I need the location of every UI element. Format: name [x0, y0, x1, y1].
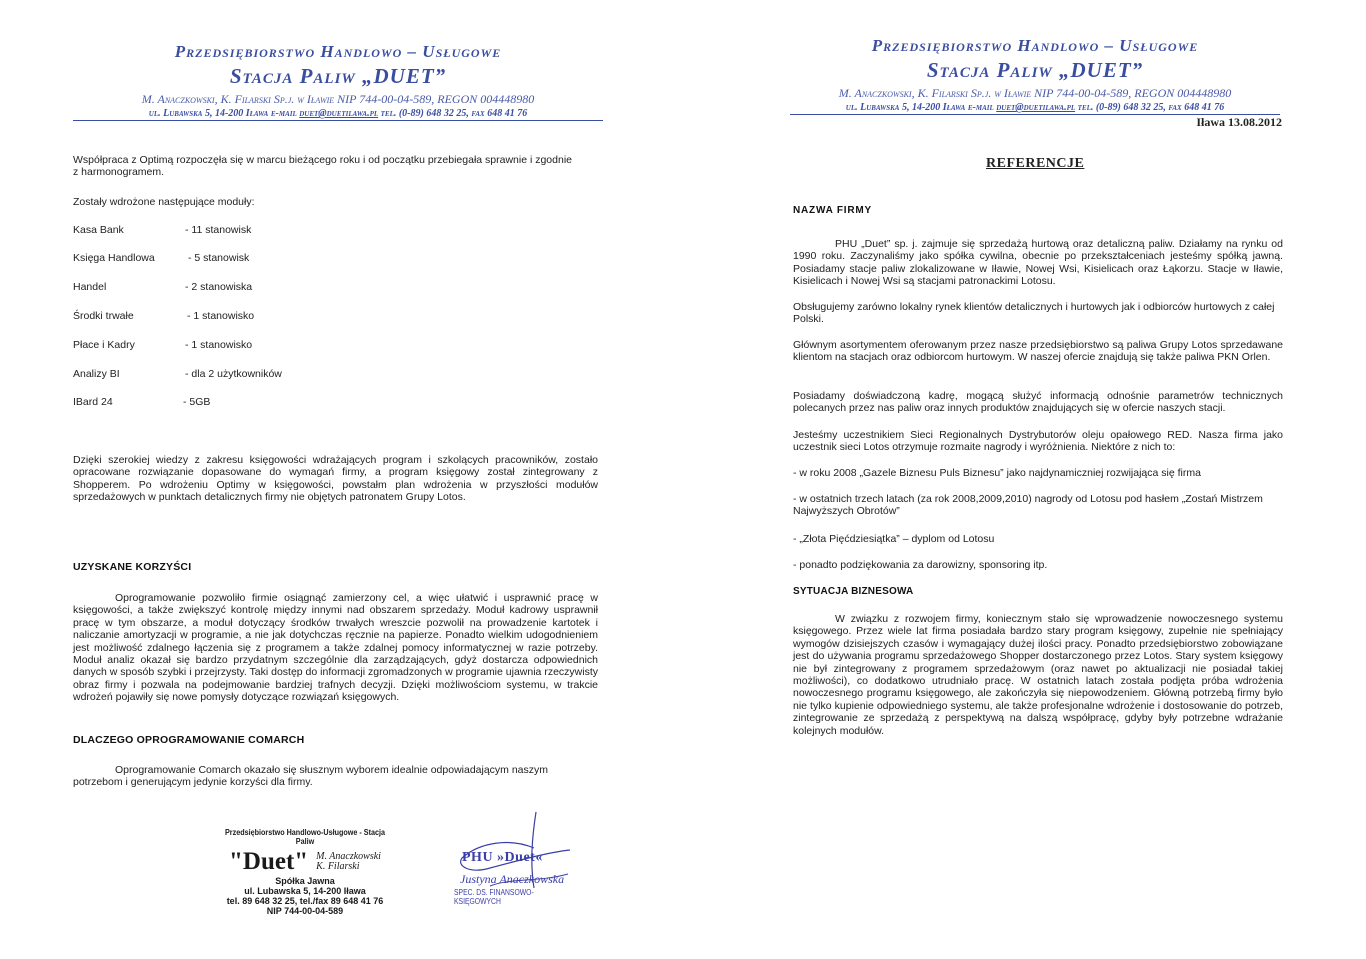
module-value: - 1 stanowisko [187, 310, 255, 322]
modules-intro: Zostały wdrożone następujące moduły: [73, 196, 255, 208]
stamp-owner-1: M. Anaczkowski [316, 851, 381, 862]
module-value: - 2 stanowiska [185, 281, 253, 293]
seal-person: Justyna Anaczkowska [460, 872, 565, 886]
module-row [73, 396, 210, 408]
module-value: - 1 stanowisko [185, 339, 253, 351]
stamp-phone: tel. 89 648 32 25, tel./fax 89 648 41 76 [226, 896, 384, 906]
award-item: - w ostatnich trzech latach (za rok 2008,2009,2010) nagrody od Lotosu pod hasłem „Zostań Mistrzem Najwyższych Obrotów” [793, 493, 1263, 518]
module-name: Kasa Bank [73, 224, 124, 236]
handwritten-signature [450, 808, 580, 898]
stamp-company-form: Spółka Jawna [275, 876, 335, 886]
letterhead-station-name: Stacja Paliw „DUET” [926, 58, 1144, 82]
page-title: REFERENCJE [986, 156, 1085, 171]
stamp-owner-2: K. Filarski [316, 861, 360, 872]
module-value: - 11 stanowisk [185, 224, 252, 236]
letterhead-address: ul. Lubawska 5, 14-200 Iława e-mail [845, 102, 994, 113]
module-value: - 5 stanowisk [188, 252, 250, 264]
company-paragraph: PHU „Duet” sp. j. zajmuje się sprzedażą hurtową oraz detaliczną paliw. Działamy na rynku od 1990 roku. Zaczynaliśmy jako spółka cywilna, obecnie po przekształceniach jesteśmy spółką jawną. Posiadamy stacje paliw zlokalizowane w Iławie, Nowej Wsi, Kisielicach oraz Łąkorzu. Stacje w Iławie, Kisielicach i Nowej Wsi są stacjami patronackimi Lotosu. [793, 238, 1283, 288]
why-comarch-heading: DLACZEGO OPROGRAMOWANIE COMARCH [73, 734, 305, 746]
module-name: Handel [73, 281, 107, 293]
business-situation-paragraph: W związku z rozwojem firmy, koniecznym stało się wprowadzenie nowoczesnego systemu księgowego. Przez wiele lat firma posiadała bardzo stary program księgowy, zupełnie nie spełniający wymogów dzisiejszych czasów i wymagający dużej ilości pracy. Ponadto przedsiębiorstwo zobowiązane jest do używania programu sprzedażowego Shopper dostarczonego przez Lotos. Stary system księgowy nie był zintegrowany z programem sprzedażowym (oraz nawet po aktualizacji nie posiadał takiej możliwości), co dodatkowo utrudniało pracę. W ostatnich latach została podjęta próba wdrożenia nowoczesnego programu księgowego, ale zakończyła się niepowodzeniem. Główną potrzebą firmy było nie tylko kupienie odpowiedniego systemu, ale także profesjonalne wdrożenie i dostosowanie do potrzeb, zintegrowanie ze sprzedażą z perspektywą na dalszą współpracę, gdyby były potrzebne wdrażanie kolejnych modułów. [793, 613, 1283, 737]
letterhead-phone: tel. (0-89) 648 32 25, fax 648 41 76 [380, 108, 528, 119]
stamp-nip: NIP 744-00-04-589 [266, 906, 344, 916]
module-value: - 5GB [183, 396, 211, 408]
right-page [683, 0, 1366, 959]
letterhead-contact [790, 102, 1280, 115]
staff-paragraph: Posiadamy doświadczoną kadrę, mogącą służyć informacją odnośnie parametrów technicznych polecanych przez nas paliw oraz innych produktów znajdujących się w ofercie naszych stacji. [793, 390, 1283, 415]
module-row [73, 281, 252, 293]
module-name: Płace i Kadry [73, 339, 135, 351]
intro-paragraph: Współpraca z Optimą rozpoczęła się w marcu bieżącego roku i od początku przebiegała sprawnie i zgodnie z harmonogramem. [73, 154, 573, 179]
stamp-duet-name: "Duet" [229, 848, 309, 875]
letterhead [73, 42, 603, 121]
awards-intro-paragraph: Jesteśmy uczestnikiem Sieci Regionalnych Dystrybutorów oleju opałowego RED. Nasza firma jako uczestnik sieci Lotos otrzymuje rozmaite nagrody i wyróżnienia. Niektóre z nich to: [793, 429, 1283, 454]
award-item: - „Złota Pięćdziesiątka” – dyplom od Lotosu [793, 533, 995, 545]
letterhead-company-type: Przedsiębiorstwo Handlowo – Usługowe [174, 42, 502, 61]
letterhead [790, 36, 1280, 115]
module-name: IBard 24 [73, 396, 113, 408]
benefits-heading: UZYSKANE KORZYŚCI [73, 561, 192, 573]
letterhead-phone: tel. (0-89) 648 32 25, fax 648 41 76 [1077, 102, 1225, 113]
document-date: Iława 13.08.2012 [1196, 115, 1282, 129]
seal-role: SPEC. DS. FINANSOWO-KSIĘGOWYCH [454, 888, 534, 906]
stamp-company-type: Przedsiębiorstwo Handlowo-Usługowe - Stacja Paliw [224, 828, 386, 846]
letterhead-address: ul. Lubawska 5, 14-200 Iława e-mail [148, 108, 297, 119]
clients-paragraph: Obsługujemy zarówno lokalny rynek klientów detalicznych i hurtowych jak i odbiorców hurtowych z całej Polski. [793, 301, 1275, 326]
letterhead-station-name: Stacja Paliw „DUET” [229, 64, 447, 88]
module-name: Księga Handlowa [73, 252, 155, 264]
module-name: Środki trwałe [73, 310, 134, 322]
module-value: - dla 2 użytkowników [185, 368, 282, 380]
module-row [73, 339, 252, 351]
module-row [73, 252, 249, 264]
letterhead-owners: M. Anaczkowski, K. Filarski Sp.j. w Iławie NIP 744-00-04-589, REGON 004448980 [141, 92, 535, 106]
business-situation-heading: SYTUACJA BIZNESOWA [793, 586, 914, 597]
letterhead-owners: M. Anaczkowski, K. Filarski Sp.j. w Iławie NIP 744-00-04-589, REGON 004448980 [838, 86, 1232, 100]
why-comarch-paragraph: Oprogramowanie Comarch okazało się słusznym wyborem idealnie odpowiadającym naszym potrzebom i generującym jedynie korzyści dla firmy. [73, 764, 549, 789]
products-paragraph: Głównym asortymentem oferowanym przez nasze przedsiębiorstwo są paliwa Grupy Lotos sprzedawane klientom na stacjach oraz odbiorcom hurtowym. W naszej ofercie znajdują się także paliwa PKN Orlen. [793, 339, 1283, 364]
letterhead-email: duet@duetilawa.pl [996, 102, 1076, 113]
company-stamp [205, 828, 405, 916]
company-name-heading: NAZWA FIRMY [793, 205, 872, 216]
letterhead-email: duet@duetilawa.pl [299, 108, 379, 119]
module-row [73, 368, 282, 380]
letterhead-contact [73, 108, 603, 121]
knowledge-paragraph: Dzięki szerokiej wiedzy z zakresu księgowości wdrażających program i szkolących pracowników, zostało opracowane rozwiązanie dopasowane do wymagań firmy, a program księgowy został zintegrowany z Shopperem. Po wdrożeniu Optimy w księgowości, powstałm plan wdrożenia w przyszłości modułów sprzedażowych w punktach detalicznych firmy nie objętych patronatem Grupy Lotos. [73, 454, 598, 504]
award-item: - ponadto podziękowania za darowizny, sponsoring itp. [793, 559, 1048, 571]
module-name: Analizy BI [73, 368, 120, 380]
module-row [73, 224, 251, 236]
stamp-address: ul. Lubawska 5, 14-200 Iława [244, 886, 366, 896]
letterhead-company-type: Przedsiębiorstwo Handlowo – Usługowe [871, 36, 1199, 55]
benefits-paragraph: Oprogramowanie pozwoliło firmie osiągnąć zamierzony cel, a więc ułatwić i usprawnić pracę w księgowości, a także zwiększyć kontrolę między innymi nad obszarem sprzedaży. Moduł kadrowy usprawnił pracę w tym obszarze, a moduł dotyczący środków trwałych wreszcie pozwolił na prowadzenie kartotek i naliczanie amortyzacji w programie, a nie jak dotychczas ręcznie na papierze. Ponadto wielkim udogodnieniem jest możliwość zdalnego łączenia się z programem a także zdalnej pomocy informatycznej w razie potrzeby. Moduł analiz okazał się bardzo przydatnym szczególnie dla zarządzających, gdyż dostarcza odpowiednich danych w sposób szybki i przejrzysty. Taki dostęp do informacji zgromadzonych w programie ujawnia rzeczywisty obraz firmy i pozwala na podejmowanie bardziej trafnych decyzji. Dzięki możliwościom systemu, w trakcie wdrożeń pojawiły się nowe pomysły dotyczące rozwiązań księgowych. [73, 592, 598, 704]
seal-company: PHU »Duet« [462, 850, 543, 865]
award-item: - w roku 2008 „Gazele Biznesu Puls Biznesu” jako najdynamiczniej rozwijająca się firma [793, 467, 1201, 479]
module-row [73, 310, 254, 322]
